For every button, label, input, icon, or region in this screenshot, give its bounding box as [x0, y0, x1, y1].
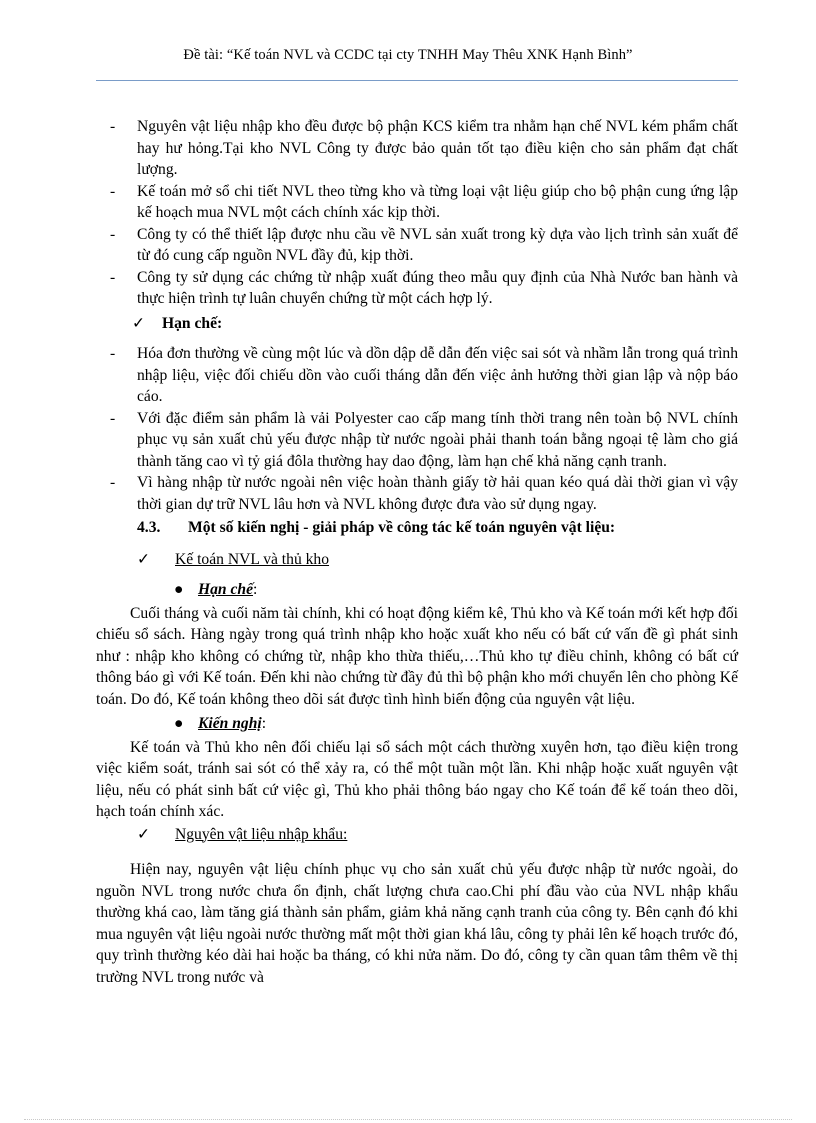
limitation-label	[110, 579, 738, 601]
list-item	[110, 343, 738, 408]
section-title: Một số kiến nghị - giải pháp về công tác kế toán nguyên vật liệu:	[188, 519, 616, 536]
list-item-text: Công ty sử dụng các chứng từ nhập xuất đúng theo mẫu quy định của Nhà Nước ban hành và thực hiện trình tự luân chuyển chứng từ một cách hợp lý.	[137, 268, 738, 307]
dash-bullet: -	[110, 474, 116, 491]
limitations-heading	[110, 313, 738, 335]
list-item	[110, 116, 738, 181]
limitation-label-text: Hạn chế	[198, 581, 254, 598]
checkmark-icon: ✓	[137, 825, 151, 843]
list-item-text: Kế toán mở sổ chi tiết NVL theo từng kho và từng loại vật liệu giúp cho bộ phận cung ứng lập kế hoạch mua NVL một cách chính xác kịp thời.	[137, 182, 738, 221]
section-heading	[110, 517, 738, 539]
list-item-text: Với đặc điểm sản phẩm là vải Polyester cao cấp mang tính thời trang nên toàn bộ NVL chính phục vụ sản xuất chủ yếu được nhập từ nước ngoài phải thanh toán bằng ngoại tệ làm cho giá thành tăng cao vì tỷ giá đôla thường hay dao động, làm hạn chế khả năng cạnh tranh.	[137, 409, 738, 470]
subsection-title: Kế toán NVL và thủ kho	[175, 550, 330, 568]
list-item-text: Công ty có thể thiết lập được nhu cầu về NVL sản xuất trong kỳ dựa vào lịch trình sản xuất để từ đó cung cấp nguồn NVL đầy đủ, kịp thời.	[137, 225, 738, 264]
dash-bullet: -	[110, 409, 116, 427]
recommendation-paragraph: Kế toán và Thủ kho nên đối chiếu lại sổ sách một cách thường xuyên hơn, tạo điều kiện trong việc kiểm soát, tránh sai sót có thể xảy ra, có thể một tuần một lần. Khi nhập hoặc xuất nguyên vật liệu, nếu có phát sinh bất cứ việc gì, Thủ kho phải thông báo ngay cho Kế toán để kế toán theo dõi, hạch toán chính xác.	[96, 738, 738, 820]
subsection-title: Nguyên vật liệu nhập khẩu:	[175, 825, 348, 843]
page-header: Đề tài: “Kế toán NVL và CCDC tại cty TNHH May Thêu XNK Hạnh Bình”	[183, 47, 633, 63]
bullet-icon: ●	[174, 715, 184, 732]
list-item-text: Vì hàng nhập từ nước ngoài nên việc hoàn thành giấy tờ hải quan kéo quá dài thời gian vì vậy thời gian dự trữ NVL lâu hơn và NVL không được đưa vào sử dụng ngay.	[137, 474, 738, 513]
bullet-icon: ●	[174, 581, 184, 598]
dash-bullet: -	[110, 345, 116, 362]
list-item	[110, 267, 738, 310]
list-item	[110, 181, 738, 224]
import-paragraph: Hiện nay, nguyên vật liệu chính phục vụ cho sản xuất chủ yếu được nhập từ nước ngoài, do nguồn NVL trong nước chưa ổn định, chất lượng chưa cao.Chi phí đầu vào của NVL nhập khẩu thường khá cao, làm tăng giá thành sản phẩm, giảm khả năng cạnh tranh của công ty. Bên cạnh đó khi mua nguyên vật liệu ngoài nước thường mất một thời gian khá lâu, công ty phải lên kế hoạch trước đó, quy trình thường kéo dài hai hoặc ba tháng, có khi nửa năm. Do đó, công ty cần quan tâm thêm về thị trường NVL trong nước và	[96, 861, 738, 986]
recommendation-label	[110, 713, 738, 735]
label-colon: :	[261, 715, 267, 732]
list-item	[110, 472, 738, 515]
dash-bullet: -	[110, 118, 116, 135]
list-item-text: Hóa đơn thường về cùng một lúc và dồn dập dễ dẫn đến việc sai sót và nhầm lẫn trong quá trình nhập liệu, việc đối chiếu dồn vào cuối tháng dẫn đến việc ảnh hưởng thời gian lập và nộp báo cáo.	[137, 345, 738, 405]
label-colon: :	[253, 581, 258, 598]
header-divider	[96, 80, 738, 81]
limitations-heading-text: Hạn chế:	[162, 314, 223, 332]
limitation-paragraph: Cuối tháng và cuối năm tài chính, khi có hoạt động kiểm kê, Thủ kho và Kế toán mới kết hợp đối chiếu sổ sách. Hàng ngày trong quá trình nhập kho hoặc xuất kho nếu có bất cứ vấn đề gì phát sinh như : nhập kho không có chứng từ, nhập kho thừa thiếu,…Thủ kho tự điều chỉnh, không có bất cứ thông báo gì với Kế toán. Đến khi nào chứng từ đầy đủ thì bộ phận kho mới chuyển lên cho phòng Kế toán. Do đó, Kế toán không theo dõi sát được tình hình biến động của nguyên vật liệu.	[96, 604, 738, 708]
list-item-text: Nguyên vật liệu nhập kho đều được bộ phận KCS kiểm tra nhằm hạn chế NVL kém phẩm chất hay hư hỏng.Tại kho NVL Công ty được bảo quản tốt tạo điều kiện cho sản phẩm đạt chất lượng.	[137, 118, 738, 178]
list-item	[110, 408, 738, 473]
document-body	[96, 116, 738, 988]
dash-bullet: -	[110, 182, 116, 200]
subsection-heading	[110, 824, 738, 846]
dash-bullet: -	[110, 225, 116, 243]
list-item	[110, 224, 738, 267]
subsection-heading	[110, 549, 738, 571]
checkmark-icon: ✓	[137, 550, 151, 568]
section-number: 4.3.	[137, 519, 161, 536]
checkmark-icon: ✓	[132, 314, 146, 332]
footer-divider	[24, 1119, 792, 1120]
dash-bullet: -	[110, 268, 116, 286]
recommendation-label-text: Kiến nghị	[198, 715, 262, 732]
